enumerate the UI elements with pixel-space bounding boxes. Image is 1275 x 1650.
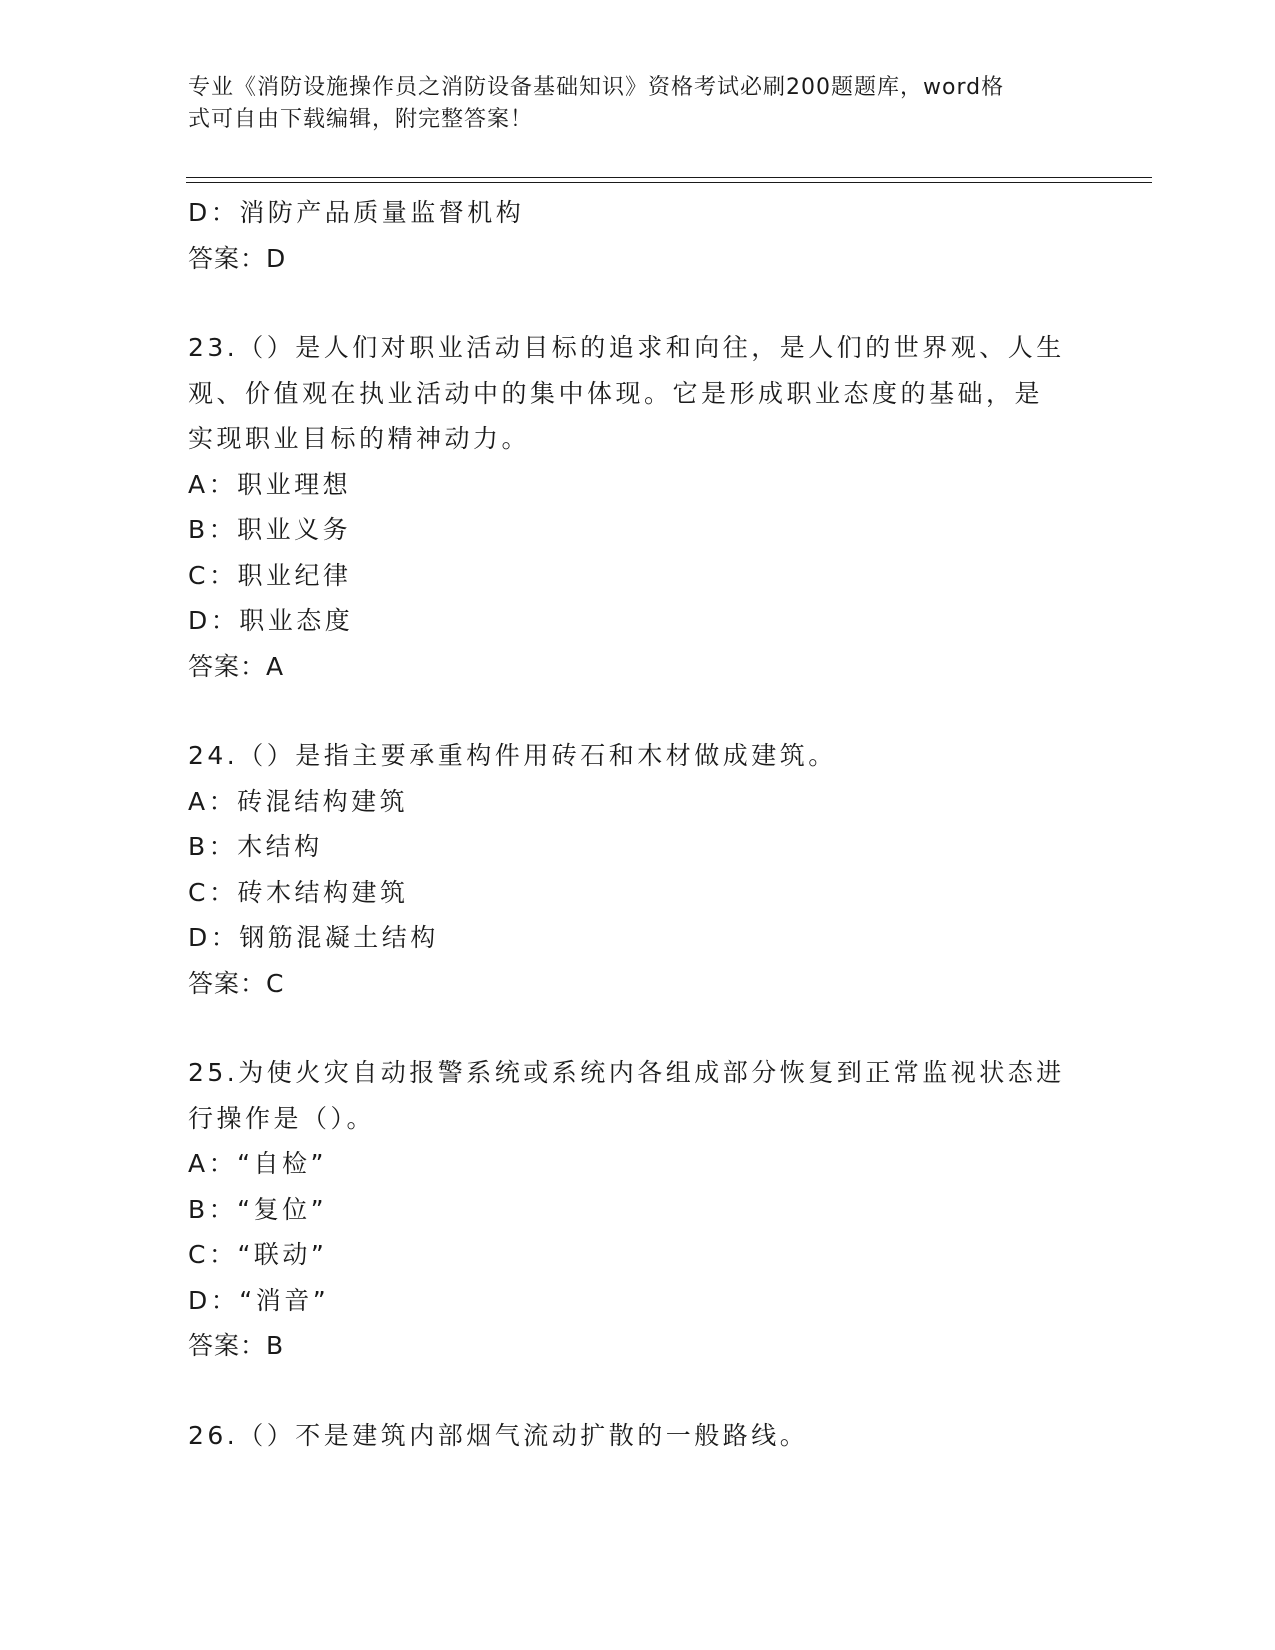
header-line-2: 式可自由下载编辑，附完整答案！ <box>188 107 534 132</box>
option-d: D：职业态度 <box>188 606 354 635</box>
option-b: B：职业义务 <box>188 515 352 544</box>
option-b: B：木结构 <box>188 832 323 861</box>
question-text-line: 24.（）是指主要承重构件用砖石和木材做成建筑。 <box>188 741 837 770</box>
answer-line: 答案：B <box>188 1331 285 1360</box>
option-a: A：“自检” <box>188 1149 328 1178</box>
previous-question-tail <box>188 190 1088 281</box>
option-c: C：砖木结构建筑 <box>188 877 409 907</box>
question-text-line: 观、价值观在执业活动中的集中体现。它是形成职业态度的基础，是 <box>188 378 1044 408</box>
question-list <box>188 190 1088 1458</box>
option-d: D：消防产品质量监督机构 <box>188 198 525 227</box>
question-25 <box>188 1050 1088 1369</box>
header-rule-top <box>186 177 1152 178</box>
question-26 <box>188 1413 1088 1459</box>
answer-line: 答案：D <box>188 243 287 273</box>
option-c: C：职业纪律 <box>188 560 352 590</box>
header-line-1: 专业《消防设施操作员之消防设备基础知识》资格考试必刷200题题库，word格 <box>188 75 1005 100</box>
option-c: C：“联动” <box>188 1240 328 1269</box>
option-a: A：职业理想 <box>188 469 352 499</box>
question-text-line: 26.（）不是建筑内部烟气流动扩散的一般路线。 <box>188 1420 809 1450</box>
option-d: D：“消音” <box>188 1285 330 1315</box>
question-24 <box>188 733 1088 1006</box>
question-text-line: 实现职业目标的精神动力。 <box>188 424 531 453</box>
question-text-line: 23.（）是人们对职业活动目标的追求和向往，是人们的世界观、人生 <box>188 333 1065 362</box>
question-text-line: 25.为使火灾自动报警系统或系统内各组成部分恢复到正常监视状态进 <box>188 1058 1065 1087</box>
header-rule-bottom <box>186 182 1152 183</box>
question-23 <box>188 325 1088 689</box>
answer-line: 答案：C <box>188 968 285 998</box>
document-header <box>188 72 1068 136</box>
option-a: A：砖混结构建筑 <box>188 786 409 816</box>
option-d: D：钢筋混凝土结构 <box>188 923 439 952</box>
answer-line: 答案：A <box>188 651 285 681</box>
option-b: B：“复位” <box>188 1194 328 1224</box>
question-text-line: 行操作是（）。 <box>188 1103 376 1133</box>
